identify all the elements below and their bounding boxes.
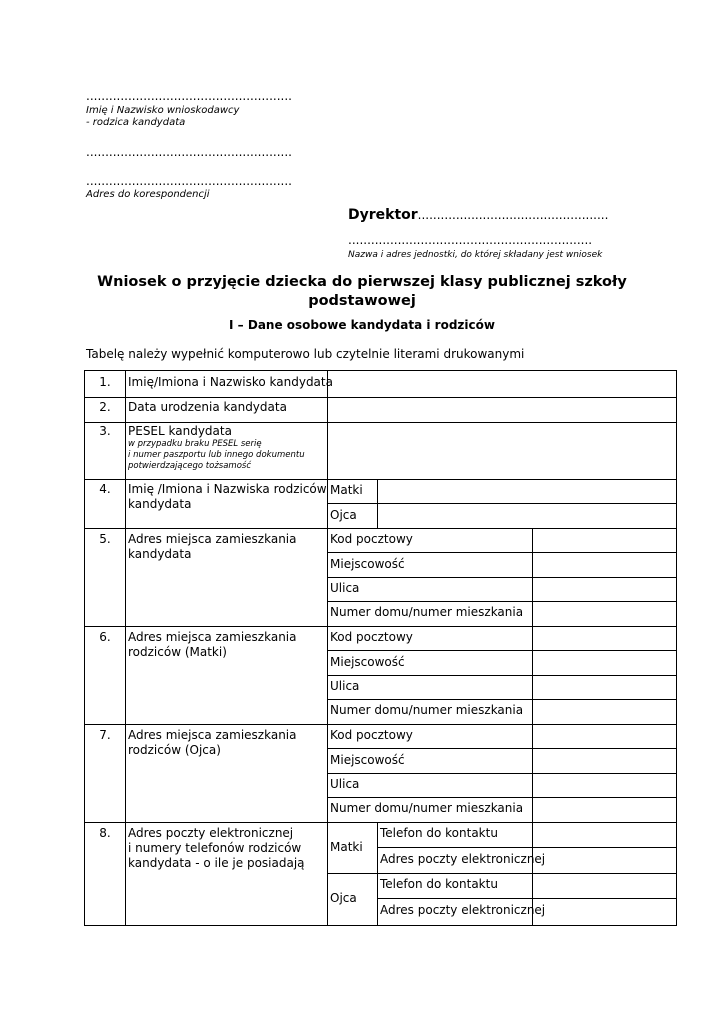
birth-date-input[interactable] — [328, 398, 676, 422]
city-label: Miejscowość — [330, 655, 405, 669]
house-number-label: Numer domu/numer mieszkania — [330, 605, 524, 619]
row-label-candidate-address-2: kandydata — [128, 547, 192, 561]
director-unit-caption: Nazwa i adres jednostki, do której składany jest wniosek — [348, 250, 603, 260]
row-number: 4. — [99, 482, 111, 496]
father-label: Ojca — [330, 508, 357, 522]
mother-name-input[interactable] — [378, 480, 676, 503]
postal-code-label: Kod pocztowy — [330, 532, 413, 546]
row-label-mother-address: Adres miejsca zamieszkania — [128, 630, 297, 644]
city-label: Miejscowość — [330, 557, 405, 571]
phone-label: Telefon do kontaktu — [380, 826, 498, 840]
applicant-address-caption: Adres do korespondencji — [86, 189, 210, 200]
row-number: 5. — [99, 532, 111, 546]
mother-label: Matki — [330, 483, 363, 497]
city-label: Miejscowość — [330, 753, 405, 767]
father-name-input[interactable] — [378, 504, 676, 528]
mother-contact-label: Matki — [330, 840, 363, 854]
section-title: I – Dane osobowe kandydata i rodziców — [229, 318, 495, 332]
row-label-father-address-2: rodziców (Ojca) — [128, 743, 221, 757]
applicant-name-caption-2: - rodzica kandydata — [86, 117, 186, 128]
postal-code-label: Kod pocztowy — [330, 728, 413, 742]
director-line — [348, 204, 608, 223]
row-label-contact: Adres poczty elektronicznej — [128, 826, 294, 840]
row-number: 7. — [99, 728, 111, 742]
street-label: Ulica — [330, 581, 360, 595]
applicant-address-line-1[interactable]: ...................................................... — [86, 145, 292, 159]
row-label-father-address: Adres miejsca zamieszkania — [128, 728, 297, 742]
pesel-note-2: i numer paszportu lub innego dokumentu — [128, 450, 305, 460]
street-label: Ulica — [330, 679, 360, 693]
email-label: Adres poczty elektronicznej — [380, 903, 546, 917]
phone-label: Telefon do kontaktu — [380, 877, 498, 891]
father-address-inputs[interactable] — [533, 725, 676, 822]
director-dots[interactable]: .................................................. — [417, 208, 609, 222]
row-label-candidate-address: Adres miejsca zamieszkania — [128, 532, 297, 546]
row-number: 8. — [99, 826, 111, 840]
director-label: Dyrektor — [348, 207, 418, 223]
row-label-parents-names-2: kandydata — [128, 497, 192, 511]
row-label-mother-address-2: rodziców (Matki) — [128, 645, 227, 659]
street-label: Ulica — [330, 777, 360, 791]
applicant-address-line-2[interactable]: ...................................................... — [86, 174, 292, 188]
pesel-note-1: w przypadku braku PESEL serię — [128, 439, 262, 449]
father-contact-label: Ojca — [330, 891, 357, 905]
row-number: 1. — [99, 375, 111, 389]
form-title: Wniosek o przyjęcie dziecka do pierwszej klasy publicznej szkoły podstawowej — [97, 274, 627, 309]
mother-address-inputs[interactable] — [533, 627, 676, 724]
applicant-name-caption: Imię i Nazwisko wnioskodawcy — [86, 105, 240, 116]
row-number: 6. — [99, 630, 111, 644]
row-number: 3. — [99, 424, 111, 438]
applicant-name-line[interactable]: ...................................................... — [86, 89, 292, 103]
house-number-label: Numer domu/numer mieszkania — [330, 703, 524, 717]
email-label: Adres poczty elektronicznej — [380, 852, 546, 866]
row-label-parents-names: Imię /Imiona i Nazwiska rodziców — [128, 482, 327, 496]
contact-inputs[interactable] — [533, 823, 676, 925]
pesel-note-3: potwierdzającego tożsamość — [128, 461, 252, 471]
row-label-pesel: PESEL kandydata — [128, 424, 232, 438]
fill-instruction: Tabelę należy wypełnić komputerowo lub czytelnie literami drukowanymi — [86, 347, 525, 361]
row-number: 2. — [99, 400, 111, 414]
candidate-address-inputs[interactable] — [533, 529, 676, 626]
row-label-contact-3: kandydata - o ile je posiadają — [128, 856, 305, 870]
director-unit-line[interactable]: ................................................................ — [348, 233, 593, 247]
house-number-label: Numer domu/numer mieszkania — [330, 801, 524, 815]
row-label-birth-date: Data urodzenia kandydata — [128, 400, 287, 414]
row-label-contact-2: i numery telefonów rodziców — [128, 841, 302, 855]
candidate-name-input[interactable] — [328, 372, 676, 397]
row-label-candidate-name: Imię/Imiona i Nazwisko kandydata — [128, 375, 333, 389]
pesel-input[interactable] — [328, 423, 676, 479]
candidate-data-table — [84, 370, 677, 926]
postal-code-label: Kod pocztowy — [330, 630, 413, 644]
